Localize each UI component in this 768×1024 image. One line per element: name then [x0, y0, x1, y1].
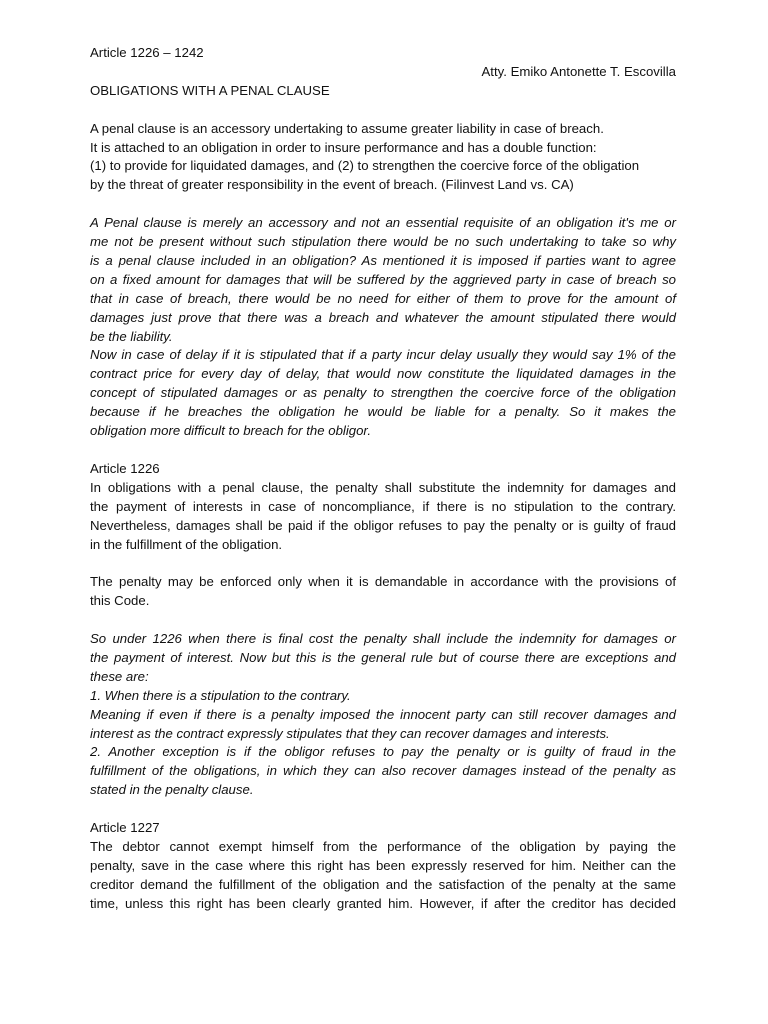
article-line: penalty, save in the case where this right has been expressly reserved for him. Neither can the	[90, 857, 676, 873]
article-1226-text-2	[90, 573, 676, 611]
commentary-line: the payment of interest. Now but this is the general rule but of course there are exceptions and	[90, 649, 676, 665]
article-line: The penalty may be enforced only when it is demandable in accordance with the provisions of	[90, 574, 676, 590]
commentary-line: on a fixed amount for damages that will be suffered by the aggrieved party in case of breach so	[90, 271, 676, 287]
article-line: The debtor cannot exempt himself from the performance of the obligation by paying the	[90, 838, 676, 854]
commentary-line: 2. Another exception is if the obligor refuses to pay the penalty or is guilty of fraud in the	[90, 744, 676, 760]
commentary-line: concept of stipulated damages or as penalty to strengthen the coercive force of the obligation	[90, 385, 676, 401]
commentary-line: that in case of breach, there would be no need for either of them to prove for the amount of	[90, 290, 676, 306]
commentary-paragraph	[90, 214, 676, 441]
commentary-line: me not be present without such stipulation there would be no such undertaking to take so why	[90, 234, 676, 250]
commentary-line: contract price for every day of delay, that would now constitute the liquidated damages in the	[90, 366, 676, 382]
article-line: In obligations with a penal clause, the penalty shall substitute the indemnity for damages and	[90, 479, 676, 495]
commentary-line: is a penal clause included in an obligation? As mentioned it is imposed if parties want to agree	[90, 252, 676, 268]
commentary-line: be the liability.	[90, 328, 173, 344]
intro-line: by the threat of greater responsibility in the event of breach. (Filinvest Land vs. CA)	[90, 177, 574, 193]
article-1226-heading: Article 1226	[90, 460, 160, 476]
intro-paragraph	[90, 120, 676, 196]
article-line: time, unless this right has been clearly granted him. However, if after the creditor has decided	[90, 895, 676, 911]
article-line: this Code.	[90, 593, 150, 609]
article-line: in the fulfillment of the obligation.	[90, 536, 283, 552]
commentary-line: Now in case of delay if it is stipulated that if a party incur delay usually they would say 1% of the	[90, 347, 676, 363]
intro-line: It is attached to an obligation in order to insure performance and has a double function:	[90, 139, 597, 155]
commentary-paragraph-2	[90, 630, 676, 800]
commentary-line: obligation more difficult to breach for the obligor.	[90, 423, 372, 439]
article-line: Nevertheless, damages shall be paid if the obligor refuses to pay the penalty or is guilty of fraud	[90, 517, 676, 533]
commentary-line: 1. When there is a stipulation to the contrary.	[90, 687, 351, 703]
commentary-line: So under 1226 when there is final cost the penalty shall include the indemnity for damages or	[90, 631, 676, 647]
commentary-line: damages just prove that there was a breach and whatever the amount stipulated there would	[90, 309, 676, 325]
commentary-line: A Penal clause is merely an accessory and not an essential requisite of an obligation it's me or	[90, 215, 676, 231]
commentary-line: Meaning if even if there is a penalty imposed the innocent party can still recover damages and	[90, 706, 676, 722]
article-line: creditor demand the fulfillment of the obligation and the satisfaction of the penalty at the same	[90, 876, 676, 892]
commentary-line: because if he breaches the obligation he would be liable for a penalty. So it makes the	[90, 404, 676, 420]
article-line: the payment of interests in case of noncompliance, if there is no stipulation to the contrary.	[90, 498, 676, 514]
document-page	[90, 44, 676, 914]
intro-line: (1) to provide for liquidated damages, and (2) to strengthen the coercive force of the obligation	[90, 158, 640, 174]
article-1227-heading: Article 1227	[90, 820, 160, 836]
intro-line: A penal clause is an accessory undertaking to assume greater liability in case of breach.	[90, 120, 604, 136]
article-1227-text	[90, 838, 676, 914]
article-range: Article 1226 – 1242	[90, 45, 204, 60]
commentary-line: stated in the penalty clause.	[90, 782, 254, 798]
commentary-line: these are:	[90, 668, 149, 684]
commentary-line: interest as the contract expressly stipulates that they can recover damages and interests.	[90, 725, 610, 741]
commentary-line: fulfillment of the obligations, in which they can also recover damages instead of the penalty as	[90, 763, 676, 779]
section-title: OBLIGATIONS WITH A PENAL CLAUSE	[90, 82, 330, 98]
article-1226-text	[90, 479, 676, 555]
author-name: Atty. Emiko Antonette T. Escovilla	[481, 63, 676, 79]
